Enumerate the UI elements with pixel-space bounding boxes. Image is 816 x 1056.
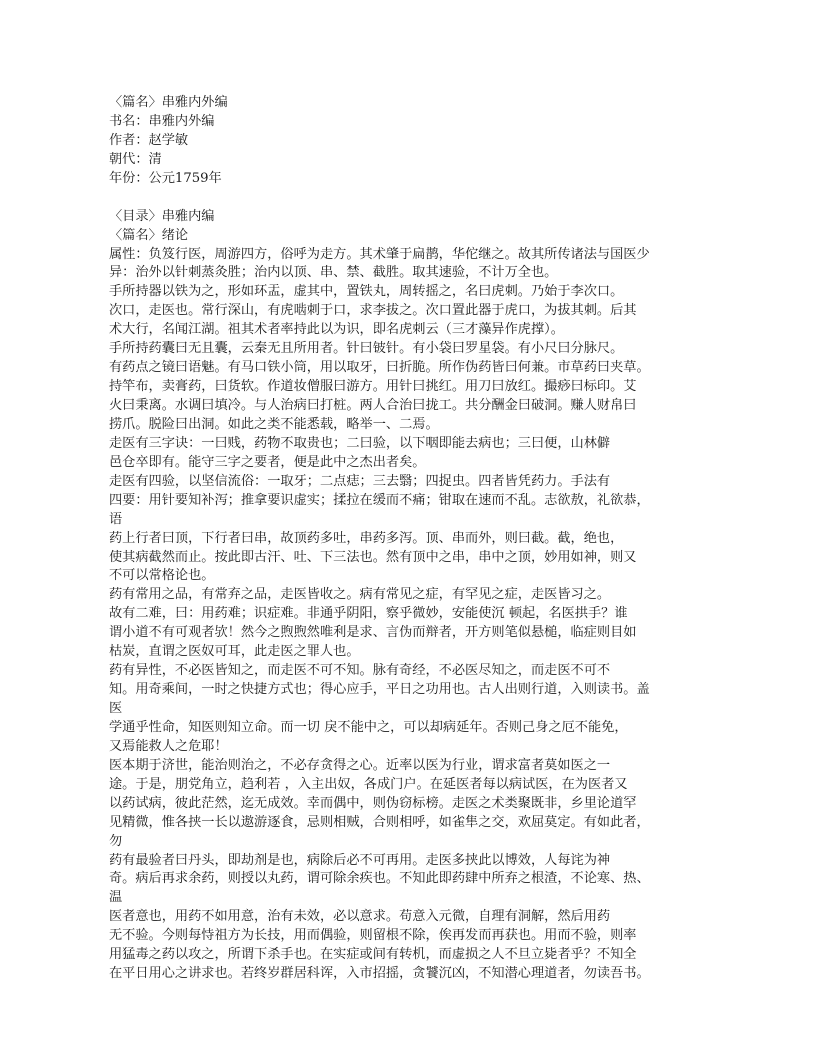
text-line: 术大行，名闻江湖。祖其术者率持此以为识，即名虎刺云（三才藻异作虎撑）。 <box>109 322 564 338</box>
text-line: 途。于是，朋党角立，趋利若 ，入主出奴，各成门户。在延医者每以病试医，在为医者又 <box>109 776 628 792</box>
text-line: 又焉能救人之危耶！ <box>109 738 228 754</box>
text-line: 药有最验者曰丹头，即劫剂是也，病除后必不可再用。走医多挟此以博效，人每诧为神 <box>109 852 611 868</box>
text-line: 奇。病后再求余药，则授以丸药，谓可除余疾也。不知此即药肆中所弃之根渣，不论寒、热、 <box>109 871 650 887</box>
text-line: 朝代：清 <box>109 151 162 167</box>
text-line: 药有异性，不必医皆知之，而走医不可不知。脉有奇经，不必医尽知之，而走医不可不 <box>109 663 611 679</box>
text-line: 药有常用之品，有常弃之品，走医皆收之。病有常见之症，有罕见之症，走医皆习之。 <box>109 587 611 603</box>
blank-line <box>109 189 719 208</box>
text-line: 手所持器以铁为之，形如环盂，虚其中，置铁丸，周转摇之，名曰虎刺。乃始于李次口。 <box>109 284 624 300</box>
text-line: 使其病截然而止。按此即古汗、吐、下三法也。然有顶中之串，串中之顶，妙用如神，则又 <box>109 549 637 565</box>
text-line: 年份：公元1759年 <box>109 170 222 186</box>
text-line: 故有二难，曰：用药难；识症难。非通乎阴阳，察乎微妙，安能使沉 顿起，名医拱手？谁 <box>109 606 628 622</box>
text-line: 勿 <box>109 833 123 849</box>
text-line: 〈篇名〉绪论 <box>109 227 189 243</box>
text-line: 有药点之镜曰语魅。有马口铁小筒，用以取牙，曰折脆。所作伪药皆曰何兼。市草药曰夹草。 <box>109 360 650 376</box>
text-line: 火曰秉离。水调曰填冷。与人治病曰打桩。两人合治曰拢工。共分酬金曰破洞。赚人财帛曰 <box>109 398 637 413</box>
text-line: 不可以常格论也。 <box>109 568 215 584</box>
text-line: 语 <box>109 511 123 527</box>
text-line: 无不验。今则每恃祖方为长技，用而偶验，则留根不除，俟再发而再获也。用而不验，则率 <box>109 928 637 944</box>
text-line: 见精微，惟各挟一长以遨游逐食，忌则相贼，合则相呼，如雀隼之交，欢屈莫定。有如此者， <box>109 814 650 830</box>
text-line: 属性：负笈行医，周游四方，俗呼为走方。其术肇于扁鹊，华佗继之。故其所传诸法与国医少 <box>109 246 650 262</box>
text-line: 药上行者曰顶，下行者曰串，故顶药多吐，串药多泻。顶、串而外，则曰截。截，绝也， <box>109 530 624 546</box>
text-line: 〈目录〉串雅内编 <box>109 208 215 224</box>
text-line: 枯炭，直谓之医奴可耳，此走医之罪人也。 <box>109 644 360 660</box>
text-line: 谓小道不有可观者欤！然今之煦煦然唯利是求、言伪而辩者，开方则笔似悬槌，临症则目如 <box>109 625 637 641</box>
text-line: 以药试病，彼此茫然，迄无成效。幸而偶中，则伪窃标榜。走医之术类聚既非，乡里论道罕 <box>109 795 637 811</box>
text-line: 书名：串雅内外编 <box>109 113 215 129</box>
text-line: 次口，走医也。常行深山，有虎啮刺于口，求李拔之。次口置此器于虎口，为拔其刺。后其 <box>109 303 637 319</box>
document-page <box>109 94 719 984</box>
text-line: 在平日用心之讲求也。若终岁群居科诨，入市招摇，贪饕沉凶，不知潜心理道者，勿读吾书。 <box>109 966 650 982</box>
text-line: 四要：用针要知补泻；推拿要识虚实；揉拉在缓而不痛；钳取在速而不乱。志欲敖，礼欲恭， <box>109 492 650 508</box>
text-line: 学通乎性命，知医则知立命。而一切 戾不能中之，可以却病延年。否则己身之厄不能免， <box>109 719 628 735</box>
text-line: 走医有三字诀：一曰贱，药物不取贵也；二曰验，以下咽即能去病也；三曰便，山林僻 <box>109 435 611 451</box>
text-line: 医 <box>109 701 123 716</box>
text-line: 邑仓卒即有。能守三字之要者，便是此中之杰出者矣。 <box>109 454 426 470</box>
text-line: 温 <box>109 890 123 906</box>
text-line: 用猛毒之药以攻之，所谓下杀手也。在实症或间有转机，而虚损之人不旦立毙者乎？不知全 <box>109 947 637 963</box>
text-line: 作者：赵学敏 <box>109 132 189 148</box>
text-line: 走医有四验，以坚信流俗：一取牙；二点痣；三去翳；四捉虫。四者皆凭药力。手法有 <box>109 473 611 489</box>
text-line: 知。用奇乘间，一时之快捷方式也；得心应手，平日之功用也。古人出则行道，入则读书。盖 <box>109 682 650 698</box>
text-line: 〈篇名〉串雅内外编 <box>109 95 228 110</box>
text-line: 捞爪。脱险曰出洞。如此之类不能悉载，略举一、二焉。 <box>109 416 439 432</box>
text-line: 持竿布，卖膏药，曰货软。作道妆僧服曰游方。用针曰挑红。用刀曰放红。撮痧曰标印。艾 <box>109 379 637 395</box>
text-line: 异：治外以针刺蒸灸胜；治内以顶、串、禁、截胜。取其速验，不计万全也。 <box>109 265 558 281</box>
text-line: 医本期于济世，能治则治之，不必存贪得之心。近率以医为行业，谓求富者莫如医之一 <box>109 757 611 773</box>
text-line: 医者意也，用药不如用意，治有未效，必以意求。苟意入元微，自理有洞解，然后用药 <box>109 909 611 925</box>
text-line: 手所持药囊曰无且囊，云秦无且所用者。针曰铍针。有小袋曰罗星袋。有小尺曰分脉尺。 <box>109 341 624 357</box>
